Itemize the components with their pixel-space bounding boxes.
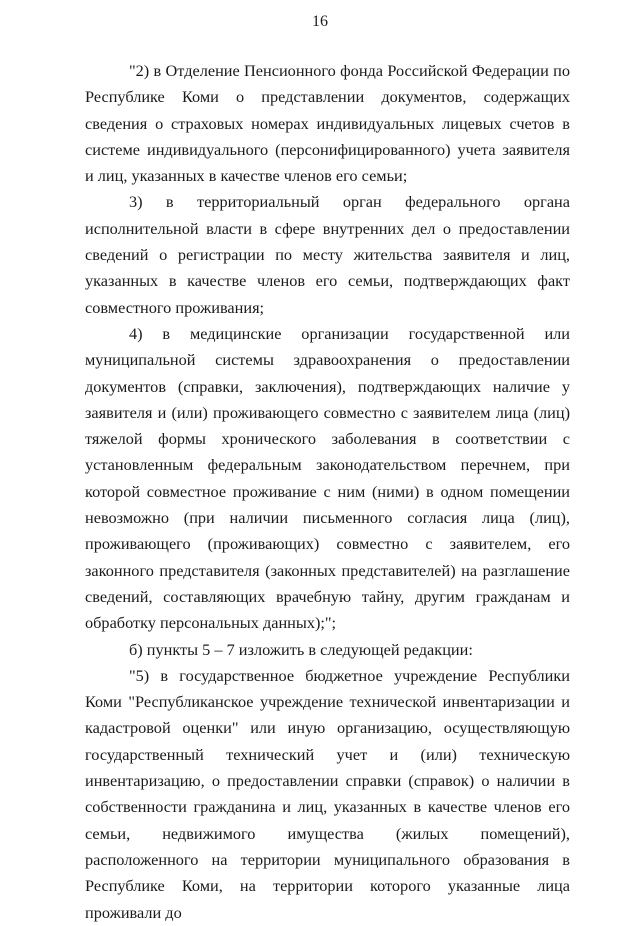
paragraph-item-4-medical-organizations: 4) в медицинские организации государственной или муниципальной системы здравоохранения о предоставлении документов (справки, заключения), подтверждающих наличие у заявителя и (или) проживающего совместно с заявителем лица (лиц) тяжелой формы хронического заболевания в соответствии с установленным федеральным законодательством перечнем, при которой совместное проживание с ним (ними) в одном помещении невозможно (при наличии письменного согласия лица (лиц), проживающего (проживающих) совместно с заявителем, его законного представителя (законных представителей) на разглашение сведений, составляющих врачебную тайну, другим гражданам и обработку персональных данных);"; — [85, 323, 570, 633]
paragraph-item-2-pension-fund: "2) в Отделение Пенсионного фонда Российской Федерации по Республике Коми о представлении документов, содержащих сведения о страховых номерах индивидуальных лицевых счетов в системе индивидуального (персонифицированного) учета заявителя и лиц, указанных в качестве членов его семьи; — [85, 61, 570, 186]
paragraph-subitem-b-amendment: б) пункты 5 – 7 изложить в следующей редакции: — [129, 639, 473, 659]
paragraph-item-5-technical-inventory: "5) в государственное бюджетное учреждение Республики Коми "Республиканское учреждение технической инвентаризации и кадастровой оценки" или иную организацию, осуществляющую государственный технический учет и (или) техническую инвентаризацию, о предоставлении справки (справок) о наличии в собственности гражданина и лиц, указанных в качестве членов его семьи, недвижимого имущества (жилых помещений), расположенного на территории муниципального образования в Республике Коми, на территории которого указанные лица проживали до — [85, 665, 570, 922]
paragraph-item-3-internal-affairs: 3) в территориальный орган федерального органа исполнительной власти в сфере внутренних дел о предоставлении сведений о регистрации по месту жительства заявителя и лиц, указанных в качестве членов его семьи, подтверждающих факт совместного проживания; — [85, 192, 570, 317]
document-body — [85, 58, 570, 926]
page-number: 16 — [312, 13, 328, 30]
